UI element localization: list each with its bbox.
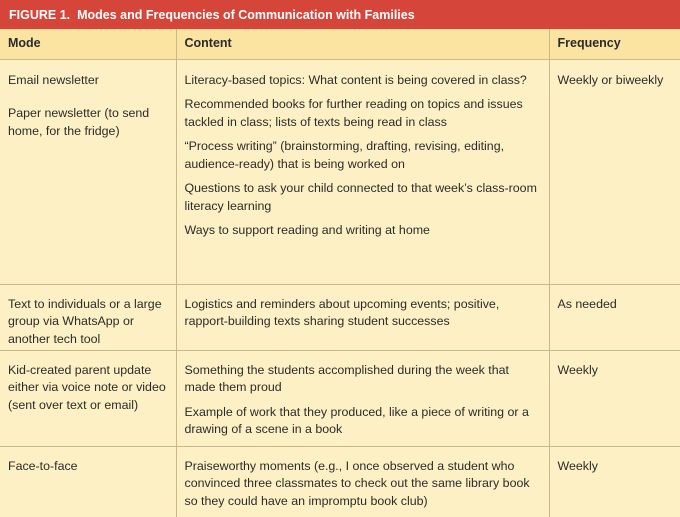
- header-content: Content: [176, 29, 549, 59]
- content-cell: [176, 284, 549, 350]
- mode-text: Kid-created parent update either via voice note or video (sent over text or email): [8, 362, 166, 412]
- frequency-text: Weekly: [557, 362, 598, 377]
- frequency-text: Weekly: [557, 458, 598, 473]
- content-entry: Praiseworthy moments (e.g., I once observed a student who convinced three classmates to check out the same library book so they could have an impromptu book club): [184, 458, 530, 508]
- content-entry: Questions to ask your child connected to that week’s class-room literacy learning: [184, 181, 537, 213]
- figure-title: Modes and Frequencies of Communication with Families: [77, 7, 415, 22]
- content-entry: Ways to support reading and writing at home: [184, 223, 430, 237]
- mode-cell: [0, 350, 176, 446]
- mode-cell: [0, 59, 176, 284]
- header-row: [0, 29, 680, 59]
- content-entry: Example of work that they produced, like a piece of writing or a drawing of a scene in a book: [184, 404, 529, 436]
- frequency-cell: [549, 446, 680, 517]
- header-frequency: Frequency: [549, 29, 680, 59]
- mode-text: Face-to-face: [8, 458, 78, 473]
- mode-cell: [0, 284, 176, 350]
- mode-cell: [0, 446, 176, 517]
- figure-title-bar: [0, 0, 680, 29]
- mode-text: Email newsletter: [8, 72, 99, 87]
- frequency-cell: [549, 59, 680, 284]
- content-entry: Literacy-based topics: What content is being covered in class?: [184, 72, 527, 87]
- header-mode: Mode: [0, 29, 176, 59]
- mode-text: Text to individuals or a large group via WhatsApp or another tech tool: [8, 296, 162, 346]
- table-row: [0, 59, 680, 284]
- content-cell: [176, 59, 549, 284]
- content-entry: Recommended books for further reading on topics and issues tackled in class; lists of texts being read in class: [184, 97, 523, 129]
- content-entry: Something the students accomplished during the week that made them proud: [184, 362, 509, 394]
- mode-text: Paper newsletter (to send home, for the fridge): [8, 106, 150, 138]
- content-entry: “Process writing” (brainstorming, drafting, revising, editing, audience-ready) that is being worked on: [184, 139, 505, 171]
- figure-number: FIGURE 1.: [9, 7, 71, 22]
- content-cell: [176, 350, 549, 446]
- table-row: [0, 284, 680, 350]
- frequency-text: As needed: [557, 296, 617, 311]
- content-entry: Logistics and reminders about upcoming events; positive, rapport-building texts sharing student successes: [184, 296, 500, 328]
- content-cell: [176, 446, 549, 517]
- frequency-cell: [549, 350, 680, 446]
- table-row: [0, 350, 680, 446]
- communication-table: [0, 29, 680, 517]
- frequency-text: Weekly or biweekly: [557, 72, 664, 87]
- frequency-cell: [549, 284, 680, 350]
- table-row: [0, 446, 680, 517]
